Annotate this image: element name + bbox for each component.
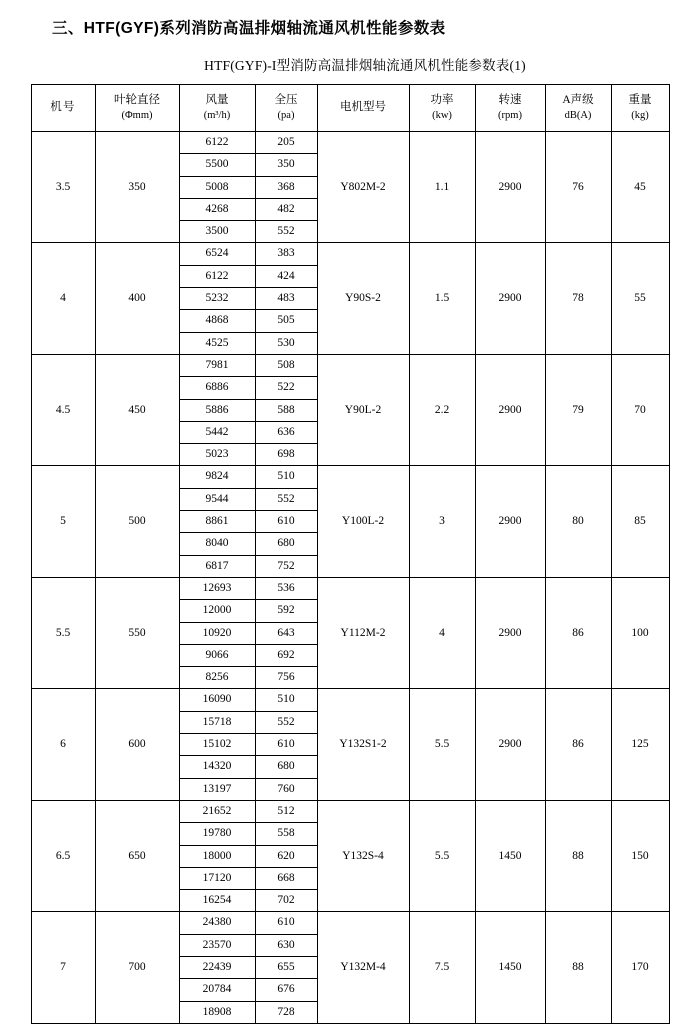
cell-pressure: 692 (255, 644, 317, 666)
cell-pressure: 655 (255, 956, 317, 978)
cell-diameter: 500 (95, 466, 179, 577)
cell-motor: Y112M-2 (317, 577, 409, 688)
table-row (31, 132, 669, 154)
table-row (31, 577, 669, 599)
cell-airflow: 20784 (179, 979, 255, 1001)
cell-pressure: 592 (255, 600, 317, 622)
cell-airflow: 12693 (179, 577, 255, 599)
column-header-diameter-unit: (Φmm) (121, 109, 153, 121)
cell-pressure: 760 (255, 778, 317, 800)
cell-airflow: 5886 (179, 399, 255, 421)
cell-pressure: 756 (255, 667, 317, 689)
cell-airflow: 16090 (179, 689, 255, 711)
cell-airflow: 21652 (179, 800, 255, 822)
column-header-speed (475, 85, 545, 132)
cell-pressure: 368 (255, 176, 317, 198)
table-header (31, 85, 669, 132)
cell-model: 4.5 (31, 354, 95, 465)
cell-power: 2.2 (409, 354, 475, 465)
cell-power: 3 (409, 466, 475, 577)
cell-noise: 86 (545, 689, 611, 800)
cell-power: 1.1 (409, 132, 475, 243)
cell-airflow: 4268 (179, 198, 255, 220)
column-header-airflow-unit: (m³/h) (203, 109, 231, 121)
column-header-diameter-label: 叶轮直径 (114, 94, 160, 107)
cell-model: 6.5 (31, 800, 95, 911)
column-header-noise (545, 85, 611, 132)
cell-speed: 2900 (475, 689, 545, 800)
column-header-pressure-label: 全压 (274, 94, 298, 107)
cell-power: 1.5 (409, 243, 475, 354)
column-header-airflow (179, 85, 255, 132)
cell-pressure: 676 (255, 979, 317, 1001)
cell-airflow: 5008 (179, 176, 255, 198)
cell-pressure: 552 (255, 711, 317, 733)
cell-pressure: 558 (255, 823, 317, 845)
cell-airflow: 5232 (179, 288, 255, 310)
cell-airflow: 6122 (179, 265, 255, 287)
cell-noise: 78 (545, 243, 611, 354)
table-row (31, 243, 669, 265)
cell-pressure: 512 (255, 800, 317, 822)
cell-power: 7.5 (409, 912, 475, 1023)
cell-pressure: 536 (255, 577, 317, 599)
cell-airflow: 9544 (179, 488, 255, 510)
cell-weight: 55 (611, 243, 669, 354)
table-row (31, 912, 669, 934)
cell-weight: 45 (611, 132, 669, 243)
cell-airflow: 12000 (179, 600, 255, 622)
cell-pressure: 510 (255, 466, 317, 488)
column-header-pressure-unit: (pa) (277, 109, 295, 121)
cell-airflow: 6817 (179, 555, 255, 577)
cell-pressure: 643 (255, 622, 317, 644)
cell-motor: Y132M-4 (317, 912, 409, 1023)
cell-airflow: 5442 (179, 421, 255, 443)
cell-pressure: 508 (255, 354, 317, 376)
cell-pressure: 205 (255, 132, 317, 154)
cell-pressure: 588 (255, 399, 317, 421)
cell-airflow: 16254 (179, 890, 255, 912)
column-header-noise-label: A声级 (562, 94, 594, 107)
cell-pressure: 702 (255, 890, 317, 912)
cell-motor: Y100L-2 (317, 466, 409, 577)
cell-airflow: 8040 (179, 533, 255, 555)
cell-pressure: 510 (255, 689, 317, 711)
cell-airflow: 9066 (179, 644, 255, 666)
column-header-motor (317, 85, 409, 132)
cell-pressure: 668 (255, 867, 317, 889)
cell-pressure: 728 (255, 1001, 317, 1023)
column-header-model-label: 机号 (50, 101, 76, 114)
cell-diameter: 550 (95, 577, 179, 688)
table-row (31, 800, 669, 822)
column-header-weight-label: 重量 (628, 94, 652, 107)
cell-pressure: 552 (255, 488, 317, 510)
cell-airflow: 9824 (179, 466, 255, 488)
cell-airflow: 5023 (179, 444, 255, 466)
cell-model: 5 (31, 466, 95, 577)
column-header-weight-unit: (kg) (631, 109, 649, 121)
cell-pressure: 552 (255, 221, 317, 243)
cell-airflow: 4525 (179, 332, 255, 354)
cell-pressure: 630 (255, 934, 317, 956)
cell-pressure: 350 (255, 154, 317, 176)
cell-pressure: 505 (255, 310, 317, 332)
cell-speed: 2900 (475, 354, 545, 465)
cell-model: 3.5 (31, 132, 95, 243)
cell-pressure: 530 (255, 332, 317, 354)
column-header-pressure (255, 85, 317, 132)
cell-diameter: 650 (95, 800, 179, 911)
cell-airflow: 15102 (179, 734, 255, 756)
cell-airflow: 22439 (179, 956, 255, 978)
cell-model: 6 (31, 689, 95, 800)
cell-pressure: 424 (255, 265, 317, 287)
table-row (31, 354, 669, 376)
cell-diameter: 350 (95, 132, 179, 243)
cell-noise: 86 (545, 577, 611, 688)
cell-motor: Y90L-2 (317, 354, 409, 465)
cell-airflow: 8256 (179, 667, 255, 689)
cell-model: 7 (31, 912, 95, 1023)
cell-pressure: 610 (255, 511, 317, 533)
section-heading: 三、HTF(GYF)系列消防高温排烟轴流通风机性能参数表 (52, 20, 446, 37)
column-header-diameter (95, 85, 179, 132)
cell-airflow: 23570 (179, 934, 255, 956)
column-header-speed-unit: (rpm) (498, 109, 522, 121)
cell-pressure: 610 (255, 912, 317, 934)
cell-noise: 76 (545, 132, 611, 243)
cell-airflow: 8861 (179, 511, 255, 533)
cell-pressure: 752 (255, 555, 317, 577)
cell-model: 5.5 (31, 577, 95, 688)
cell-speed: 1450 (475, 800, 545, 911)
cell-pressure: 610 (255, 734, 317, 756)
cell-power: 5.5 (409, 689, 475, 800)
column-header-power-label: 功率 (430, 94, 454, 107)
cell-motor: Y132S-4 (317, 800, 409, 911)
cell-power: 4 (409, 577, 475, 688)
column-header-weight (611, 85, 669, 132)
cell-airflow: 7981 (179, 354, 255, 376)
cell-airflow: 4868 (179, 310, 255, 332)
cell-pressure: 383 (255, 243, 317, 265)
column-header-speed-label: 转速 (498, 94, 522, 107)
cell-speed: 2900 (475, 132, 545, 243)
cell-airflow: 3500 (179, 221, 255, 243)
table-title: HTF(GYF)-I型消防高温排烟轴流通风机性能参数表(1) (204, 58, 526, 73)
cell-weight: 100 (611, 577, 669, 688)
cell-speed: 2900 (475, 243, 545, 354)
cell-speed: 2900 (475, 577, 545, 688)
column-header-motor-label: 电机型号 (340, 101, 386, 114)
cell-airflow: 15718 (179, 711, 255, 733)
cell-weight: 70 (611, 354, 669, 465)
cell-airflow: 17120 (179, 867, 255, 889)
cell-pressure: 680 (255, 533, 317, 555)
cell-airflow: 6886 (179, 377, 255, 399)
cell-airflow: 6524 (179, 243, 255, 265)
table-row (31, 466, 669, 488)
cell-diameter: 450 (95, 354, 179, 465)
cell-weight: 150 (611, 800, 669, 911)
cell-speed: 1450 (475, 912, 545, 1023)
cell-speed: 2900 (475, 466, 545, 577)
table-header-row (31, 85, 669, 132)
cell-airflow: 18000 (179, 845, 255, 867)
cell-motor: Y802M-2 (317, 132, 409, 243)
cell-diameter: 700 (95, 912, 179, 1023)
cell-airflow: 10920 (179, 622, 255, 644)
column-header-power-unit: (kw) (432, 109, 452, 121)
cell-pressure: 522 (255, 377, 317, 399)
cell-airflow: 24380 (179, 912, 255, 934)
cell-pressure: 483 (255, 288, 317, 310)
cell-airflow: 18908 (179, 1001, 255, 1023)
cell-model: 4 (31, 243, 95, 354)
cell-noise: 79 (545, 354, 611, 465)
cell-weight: 85 (611, 466, 669, 577)
cell-diameter: 600 (95, 689, 179, 800)
cell-airflow: 14320 (179, 756, 255, 778)
column-header-noise-unit: dB(A) (564, 109, 592, 121)
cell-pressure: 680 (255, 756, 317, 778)
column-header-model (31, 85, 95, 132)
cell-pressure: 482 (255, 198, 317, 220)
table-body (31, 132, 669, 1024)
cell-power: 5.5 (409, 800, 475, 911)
cell-pressure: 620 (255, 845, 317, 867)
column-header-power (409, 85, 475, 132)
column-header-airflow-label: 风量 (205, 94, 229, 107)
cell-weight: 170 (611, 912, 669, 1023)
cell-pressure: 636 (255, 421, 317, 443)
cell-airflow: 19780 (179, 823, 255, 845)
cell-motor: Y132S1-2 (317, 689, 409, 800)
cell-noise: 80 (545, 466, 611, 577)
cell-motor: Y90S-2 (317, 243, 409, 354)
table-row (31, 689, 669, 711)
cell-airflow: 6122 (179, 132, 255, 154)
cell-airflow: 5500 (179, 154, 255, 176)
cell-airflow: 13197 (179, 778, 255, 800)
cell-diameter: 400 (95, 243, 179, 354)
cell-weight: 125 (611, 689, 669, 800)
performance-parameters-table (31, 84, 670, 1024)
cell-noise: 88 (545, 912, 611, 1023)
cell-pressure: 698 (255, 444, 317, 466)
cell-noise: 88 (545, 800, 611, 911)
